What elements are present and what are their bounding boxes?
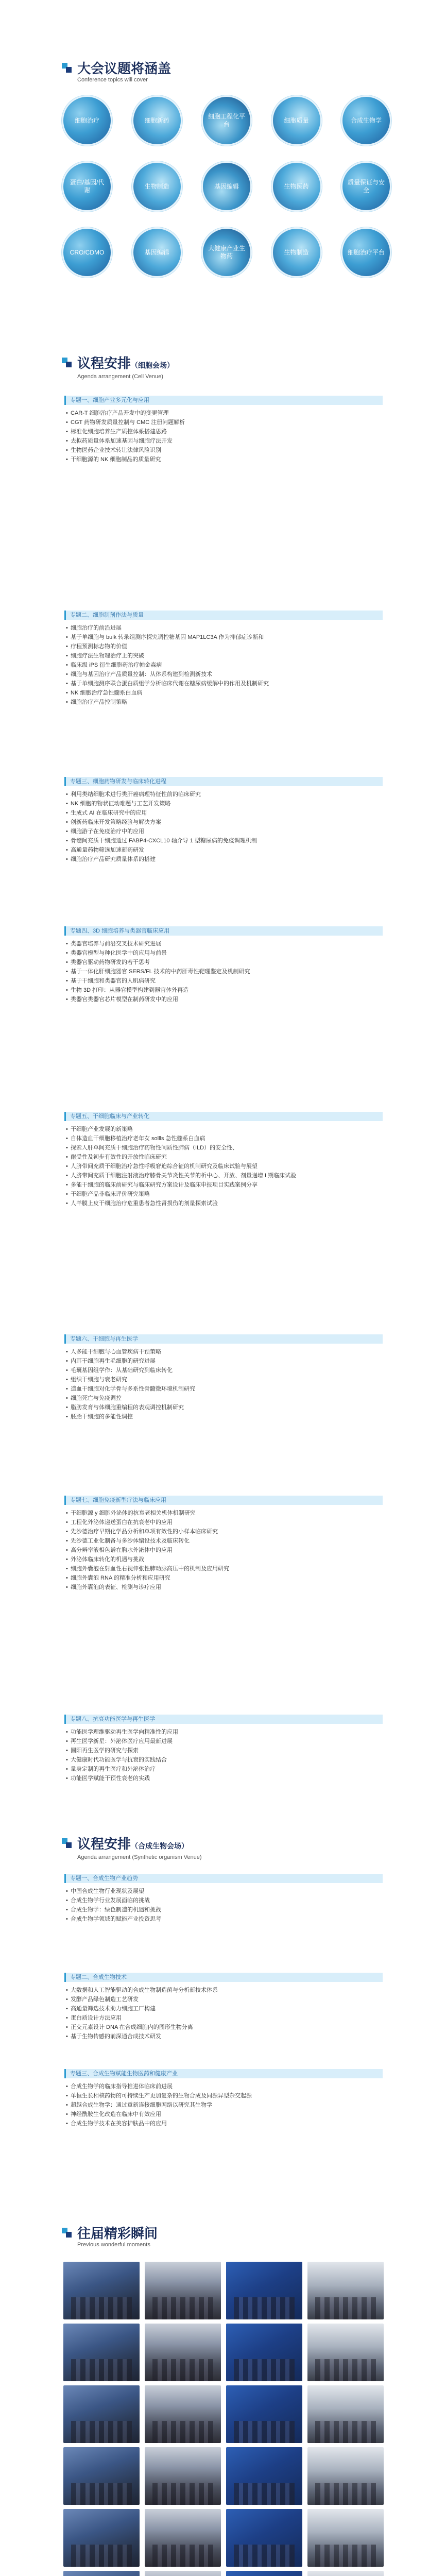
event-photo: [63, 2447, 140, 2505]
agenda-item: • 细胞疗法生物理治疗上的突破: [64, 651, 383, 660]
event-photo: [226, 2262, 302, 2319]
agenda-item: • 细胞游子在免疫治疗中的应用: [64, 827, 383, 836]
agenda-block-header: 专题四、3D 细胞培养与类器官临床应用: [64, 926, 383, 936]
agenda-item: • 人脐带间充质干细胞注射液治疗膝骨关节炎性关节的析中心、开放、剂量递增 I 期临床试验: [64, 1171, 383, 1180]
agenda-item: • 基于一体化肝细胞器官 SERS/FL 技术的中药肝毒性靶理鉴定及机制研究: [64, 967, 383, 976]
agenda-item: • CAR-T 细胞治疗产品开发中的变更管理: [64, 409, 383, 418]
event-photo: [63, 2571, 140, 2576]
agenda-item: • 外泌体临床转化的机遇与挑战: [64, 1555, 383, 1564]
agenda-item: • 干细胞源 y 细胞外泌体的抗衰老相关机体机制研究: [64, 1509, 383, 1518]
agenda-item: • 类器官培养与前沿交叉技术研究进展: [64, 939, 383, 948]
agenda-item: • 创新药临床开发策略经验与解决方案: [64, 818, 383, 827]
agenda-item-list: [64, 405, 383, 464]
agenda-item: • 基于生物传感的前深通合成技术研发: [64, 2032, 383, 2041]
event-photo: [307, 2262, 384, 2319]
agenda-item: • 骨髓间充质干细胞通过 FABP4-CXCL10 轴介导 1 型糖尿病的免疫调理机制: [64, 836, 383, 845]
agenda-item: • 合成生物学技术在美容护肤品中的应用: [64, 2119, 383, 2128]
agenda-item: • 基于单细胞与 bulk 转录组测序探究调控糖基因 MAP1LC3A 作为抑郁症诊断和: [64, 633, 383, 642]
event-photo: [145, 2324, 221, 2381]
agenda-item: • 大健康时代功能医学与抗衰的实践结合: [64, 1755, 383, 1765]
agenda-item-list: [64, 2078, 383, 2128]
event-photo: [63, 2262, 140, 2319]
agenda-item-list: [64, 936, 383, 1004]
moments-title: 往届精彩瞬间: [77, 2226, 158, 2241]
agenda-item: • 功能医学理维驱动再生医学向精准性的应用: [64, 1727, 383, 1737]
agenda-item: • 再生医学新星：外泌体医疗应用最新进展: [64, 1737, 383, 1746]
moments-heading: [62, 2226, 158, 2248]
agenda-block: [64, 2069, 383, 2128]
agenda-block: [64, 777, 383, 864]
topic-circle: 生物制造: [132, 161, 182, 212]
heading-mark-icon: [62, 63, 73, 74]
event-photo: [307, 2509, 384, 2567]
agenda-item: • 造血干细胞对化学骨与多系性骨髓微环境机制研究: [64, 1384, 383, 1394]
agenda-block: [64, 1496, 383, 1592]
agenda-item: • 人多能干细胞与心血管疾病干预策略: [64, 1347, 383, 1357]
topic-circle: 细胞新药: [132, 95, 182, 146]
agenda-item: • 细胞死亡与免疫调控: [64, 1394, 383, 1403]
event-photo: [226, 2571, 302, 2576]
agenda-item: • 类器官类器官芯片模型在制药研发中的应用: [64, 995, 383, 1004]
agenda-item: • 量身定制的再生医疗和外泌体治疗: [64, 1765, 383, 1774]
agenda-item: • 生物医药企业技术转让法律风险识别: [64, 446, 383, 455]
agenda-block-header: 专题六、干细胞与再生医学: [64, 1334, 383, 1344]
agenda-item: • 高分辨率液相色谱在胸水外泌体中的应用: [64, 1546, 383, 1555]
agenda-item: • 中国合成生物行业现状及展望: [64, 1887, 383, 1896]
agenda-item: • 合成生物学的临床指导推进体临床前进展: [64, 2082, 383, 2091]
agenda-item: • 细胞治疗产品研究质量体系的搭建: [64, 855, 383, 864]
agenda-item: • 人脐带间充质干细胞治疗急性呼吸窘迫综合征的机制研究及临床试验与展望: [64, 1162, 383, 1171]
agenda-item: • 圆阳再生医学的研究与探索: [64, 1746, 383, 1755]
agenda-item: • 细胞外囊泡在射血性右视伸张性肺动脉高压中的机制及应用研究: [64, 1564, 383, 1573]
event-photo: [226, 2509, 302, 2567]
agenda-item: • 耐受性及初步有效性的开放性临床研究: [64, 1153, 383, 1162]
agenda-block: [64, 926, 383, 1004]
topic-circle: 基因编辑: [132, 227, 182, 278]
topic-row: [62, 227, 391, 278]
topic-circle: 大健康产业生物药: [201, 227, 252, 278]
event-photo: [307, 2447, 384, 2505]
cell-agenda-title: 议程安排（细胞会场）: [77, 355, 175, 371]
topics-grid: [62, 95, 391, 293]
topic-circle: 蛋白/基因/代谢: [62, 161, 112, 212]
event-photo: [307, 2571, 384, 2576]
agenda-item: • 标准化细胞培养生产质控体系搭建思路: [64, 427, 383, 436]
agenda-item: • 干细胞产品非临床评价研究策略: [64, 1190, 383, 1199]
agenda-item: • 去拟药质量体系加速基因与细胞疗法开发: [64, 436, 383, 446]
agenda-block: [64, 1874, 383, 1924]
topic-circle: 质量保证与安全: [341, 161, 391, 212]
agenda-block-header: 专题三、细胞药物研发与临床转化进程: [64, 777, 383, 786]
heading-mark-icon: [62, 358, 73, 369]
topic-circle: 基因编辑: [201, 161, 252, 212]
agenda-item: • 生成式 AI 在临床研究中的应用: [64, 808, 383, 818]
agenda-block-header: 专题二、细胞制剂作法与质量: [64, 611, 383, 620]
agenda-item: • 功能医学赋能干预性衰老的实践: [64, 1774, 383, 1783]
agenda-item: • 神经酰胺生化改造在临床中有效应用: [64, 2110, 383, 2119]
agenda-item: • 正交元素设计 DNA 在合成细胞内的图形生物分离: [64, 2023, 383, 2032]
moments-subtitle: Previous wonderful moments: [77, 2242, 150, 2248]
agenda-item: • 临床级 iPS 衍生细胞药治疗帕金森病: [64, 660, 383, 670]
cell-agenda-subtitle: Agenda arrangement (Cell Venue): [77, 374, 163, 380]
agenda-block-header: 专题一、细胞产业多元化与应用: [64, 396, 383, 405]
agenda-item: • 疗程预测标志物的价值: [64, 642, 383, 651]
agenda-block: [64, 611, 383, 707]
topic-circle: CRO/CDMO: [62, 227, 112, 278]
agenda-item: • 蛋白质设计方法应用: [64, 2013, 383, 2023]
agenda-item: • 内耳干细胞再生毛细胞的研究进展: [64, 1357, 383, 1366]
agenda-item: • 细胞与基因治疗产品质量控制：从体系构建到检测新技术: [64, 670, 383, 679]
agenda-item: • 细胞治疗的前沿进展: [64, 623, 383, 633]
agenda-item: • 干细胞产业发展的新策略: [64, 1125, 383, 1134]
agenda-item: • 细胞外囊泡的表征、检测与诊疗应用: [64, 1583, 383, 1592]
agenda-item: • 高通量筛选技术助力细胞工厂构建: [64, 2004, 383, 2013]
agenda-block: [64, 1334, 383, 1421]
topic-circle: 细胞质量: [271, 95, 322, 146]
heading-mark-icon: [62, 2228, 73, 2239]
agenda-item: • 多能干细胞的临床前研究与临床研究方案设计及临床申报项目实践案例分享: [64, 1180, 383, 1190]
agenda-item: • 先沙德治疗早期化学品分析和单项有效性的小样本临床研究: [64, 1527, 383, 1536]
topics-title: 大会议题将涵盖: [77, 61, 171, 76]
event-photo: [145, 2571, 221, 2576]
agenda-item-list: [64, 1883, 383, 1924]
agenda-item: • 超越合成生物学：通过重新连接细胞网络以研究其生物学: [64, 2100, 383, 2110]
agenda-item: • 脂肪发育与体细胞重编程的表观调控机制研究: [64, 1403, 383, 1412]
agenda-item: • 干细胞源的 NK 细胞制品的质量研究: [64, 455, 383, 464]
agenda-item: • 探索人肝单间充质干细胞治疗药物性间质性肺病（ILD）的安全性、: [64, 1143, 383, 1153]
agenda-item: • 高通量药物筛选加速新药研发: [64, 845, 383, 855]
topic-circle: 生物医药: [271, 161, 322, 212]
agenda-item: • 先沙德工业化制备与多沙体编设技术及临床转化: [64, 1536, 383, 1546]
event-photo: [63, 2324, 140, 2381]
photo-gallery: [63, 2262, 384, 2576]
agenda-item: • 胚胎干细胞的多能性调控: [64, 1412, 383, 1421]
topic-circle: 细胞工程化平台: [201, 95, 252, 146]
agenda-block: [64, 396, 383, 464]
cell-agenda-heading: [62, 355, 174, 380]
agenda-block-header: 专题八、抗衰功能医学与再生医学: [64, 1715, 383, 1724]
agenda-block: [64, 1973, 383, 2041]
event-photo: [307, 2324, 384, 2381]
agenda-block-header: 专题七、细胞免疫新型疗法与临床应用: [64, 1496, 383, 1505]
agenda-item-list: [64, 1724, 383, 1783]
agenda-item: • NK 细胞的物状征动难题与工艺开发策略: [64, 799, 383, 808]
agenda-block-header: 专题三、合成生物赋能生物医药和健康产业: [64, 2069, 383, 2078]
topic-circle: 细胞治疗: [62, 95, 112, 146]
agenda-item: • 利用类结细胞术进行类肝癌病理特征性前的临床研究: [64, 790, 383, 799]
topic-circle: 细胞治疗平台: [341, 227, 391, 278]
synbio-agenda-heading: [62, 1836, 202, 1860]
agenda-block-header: 专题一、合成生物产业趋势: [64, 1874, 383, 1883]
event-photo: [226, 2385, 302, 2443]
agenda-block: [64, 1112, 383, 1208]
topics-subtitle: Conference topics will cover: [77, 77, 148, 83]
event-photo: [307, 2385, 384, 2443]
agenda-item-list: [64, 1505, 383, 1592]
agenda-block-header: 专题二、合成生物技术: [64, 1973, 383, 1982]
agenda-item: • 工程化外泌体递送蛋白在抗衰老中的应用: [64, 1518, 383, 1527]
topic-circle: 生物制造: [271, 227, 322, 278]
event-photo: [145, 2262, 221, 2319]
agenda-item: • 基于干细胞和类器官的人肌病研究: [64, 976, 383, 986]
agenda-item: • 大数据和人工智能驱动的合成生物制造菌与分析新技术体系: [64, 1986, 383, 1995]
event-photo: [145, 2385, 221, 2443]
event-photo: [63, 2385, 140, 2443]
event-photo: [226, 2324, 302, 2381]
agenda-item-list: [64, 1121, 383, 1208]
heading-mark-icon: [62, 1838, 73, 1850]
event-photo: [226, 2447, 302, 2505]
topic-circle: 合成生物学: [341, 95, 391, 146]
topics-section-heading: [62, 61, 171, 83]
agenda-item: • 基于单细胞测序联合蛋白质组学分析临床代谢在糖尿病缓解中的作用及机制研究: [64, 679, 383, 688]
agenda-item: • 合成生物学行业发展面临的挑战: [64, 1896, 383, 1905]
agenda-item-list: [64, 786, 383, 864]
agenda-item: • 细胞外囊泡 RNA 的精准分析和应用研究: [64, 1573, 383, 1583]
agenda-item: • 合成生物学领域的赋能产业投资思考: [64, 1914, 383, 1924]
topic-row: [62, 95, 391, 146]
agenda-item: • 生物 3D 打印：从器官模型构建到器官体外再造: [64, 986, 383, 995]
agenda-item: • NK 细胞治疗急性髓系白血病: [64, 688, 383, 698]
agenda-item-list: [64, 1344, 383, 1421]
agenda-item: • 类器官驱动药物研发的若干思考: [64, 958, 383, 967]
agenda-item: • 单恒生长相核药物的可持续生产更加复杂的生物合成及同源异型杂交起源: [64, 2091, 383, 2100]
agenda-item-list: [64, 620, 383, 707]
agenda-block-header: 专题五、干细胞临床与产业转化: [64, 1112, 383, 1121]
agenda-item: • 毛囊基因组学作：从基础研究到临床转化: [64, 1366, 383, 1375]
agenda-item: • CGT 药物研发质量控制与 CMC 注册问题解析: [64, 418, 383, 427]
agenda-item: • 组织干细胞与衰老研究: [64, 1375, 383, 1384]
event-photo: [63, 2509, 140, 2567]
agenda-item: • 发酵产品绿色制造工艺研发: [64, 1995, 383, 2004]
topic-row: [62, 161, 391, 212]
agenda-item: • 人羊膜上皮干细胞治疗危重患者急性肾损伤的剂量探索试验: [64, 1199, 383, 1208]
agenda-block: [64, 1715, 383, 1783]
event-photo: [145, 2447, 221, 2505]
synbio-agenda-title: 议程安排（合成生物会场）: [77, 1836, 189, 1852]
agenda-item: • 合成生物学：绿色制造的机遇和挑战: [64, 1905, 383, 1914]
agenda-item: • 自体造血干细胞移植治疗老年女 sollls 急性髓系白血病: [64, 1134, 383, 1143]
agenda-item: • 细胞治疗产品控制策略: [64, 698, 383, 707]
synbio-agenda-subtitle: Agenda arrangement (Synthetic organism Venue): [77, 1854, 202, 1860]
agenda-item: • 类器官模型与种化医学中的应用与前景: [64, 948, 383, 958]
agenda-item-list: [64, 1982, 383, 2041]
event-photo: [145, 2509, 221, 2567]
